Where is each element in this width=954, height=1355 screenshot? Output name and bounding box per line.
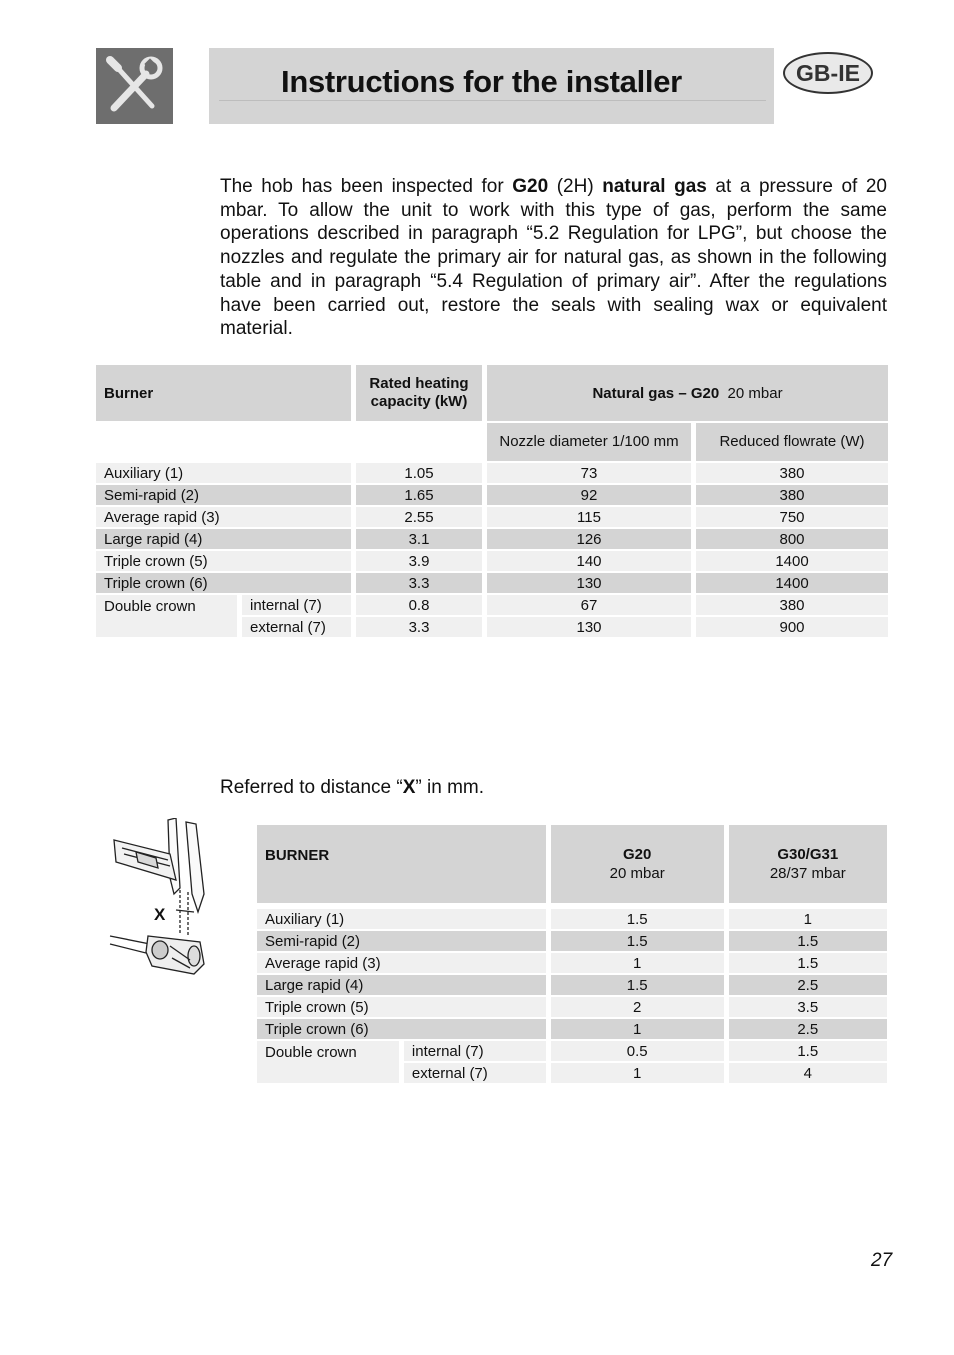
g20-value: 2 (551, 997, 724, 1017)
nozzle-value: 126 (487, 529, 691, 549)
capacity-value: 3.1 (356, 529, 482, 549)
table-row (96, 507, 888, 527)
burner-name: Auxiliary (1) (96, 463, 351, 483)
table-row (257, 1019, 887, 1039)
caption-text: Referred to distance “ (220, 777, 403, 798)
table-row (96, 485, 888, 505)
burner-name: Triple crown (6) (96, 573, 351, 593)
g30-value: 1.5 (729, 1041, 887, 1061)
g20-value: 1.5 (551, 975, 724, 995)
intro-paragraph (220, 175, 887, 341)
table-header-row (96, 365, 888, 421)
caption-text: ” in mm. (415, 777, 484, 798)
caption-x: X (402, 777, 416, 798)
intro-text: The hob has been inspected for (220, 176, 513, 197)
burner-name: Large rapid (4) (96, 529, 351, 549)
distance-caption (220, 777, 484, 799)
burner-name: Triple crown (5) (257, 997, 546, 1017)
burner-name: Semi-rapid (2) (96, 485, 351, 505)
nozzle-table (91, 363, 893, 639)
header-gas-pressure: 20 mbar (727, 384, 783, 402)
g20-value: 0.5 (551, 1041, 724, 1061)
blank-cell (356, 423, 482, 461)
g30-value: 1 (729, 909, 887, 929)
nozzle-value: 140 (487, 551, 691, 571)
burner-sub-name: internal (7) (242, 595, 351, 615)
table-row (96, 595, 888, 615)
burner-name: Semi-rapid (2) (257, 931, 546, 951)
g30-value: 2.5 (729, 975, 887, 995)
table-row (96, 463, 888, 483)
header-g20 (551, 825, 724, 903)
burner-name: Double crown (96, 595, 237, 637)
header-g20-pressure: 20 mbar (609, 865, 665, 882)
burner-name: Auxiliary (1) (257, 909, 546, 929)
g20-value: 1 (551, 1063, 724, 1083)
subheader-flowrate: Reduced flowrate (W) (696, 423, 888, 461)
header-rule (219, 100, 766, 101)
spacer-row (257, 905, 887, 907)
table-row (257, 1041, 887, 1061)
table-row (257, 953, 887, 973)
header-g30-name: G30/G31 (777, 846, 839, 863)
flowrate-value: 800 (696, 529, 888, 549)
burner-name: Large rapid (4) (257, 975, 546, 995)
flowrate-value: 380 (696, 595, 888, 615)
burner-sub-name: external (7) (404, 1063, 546, 1083)
capacity-value: 3.3 (356, 573, 482, 593)
capacity-value: 3.3 (356, 617, 482, 637)
table-row (96, 551, 888, 571)
table-row (257, 997, 887, 1017)
intro-bold-gas-type: natural gas (602, 176, 707, 197)
nozzle-value: 92 (487, 485, 691, 505)
flowrate-value: 380 (696, 485, 888, 505)
language-badge: GB-IE (783, 52, 873, 94)
capacity-value: 0.8 (356, 595, 482, 615)
page-number: 27 (871, 1250, 893, 1271)
header-g30-g31 (729, 825, 887, 903)
table-row (96, 529, 888, 549)
intro-text: at a pressure of 20 mbar. To allow the unit to work with this type of gas, perform the same operations described in paragraph “5.2 Regulation for LPG”, but choose the nozzles and regulate the primary air for natural gas, as shown in the following table and in paragraph “5.4 Regulation of primary air”. After the regulations have been carried out, restore the seals with sealing wax or equivalent material. (220, 176, 887, 340)
header-burner: Burner (96, 365, 351, 421)
table-row (257, 909, 887, 929)
spacer-cell (257, 905, 887, 907)
flowrate-value: 380 (696, 463, 888, 483)
burner-name: Triple crown (6) (257, 1019, 546, 1039)
page-title: Instructions for the installer (281, 64, 682, 99)
header-band (209, 48, 774, 124)
flowrate-value: 750 (696, 507, 888, 527)
nozzle-value: 67 (487, 595, 691, 615)
caliper-measure-icon (108, 818, 208, 978)
burner-sub-name: internal (7) (404, 1041, 546, 1061)
header-burner: BURNER (257, 825, 546, 903)
g20-value: 1.5 (551, 909, 724, 929)
capacity-value: 1.05 (356, 463, 482, 483)
g20-value: 1 (551, 953, 724, 973)
capacity-value: 2.55 (356, 507, 482, 527)
header-capacity: Rated heating capacity (kW) (356, 365, 482, 421)
table-subheader-row (96, 423, 888, 461)
wrench-screwdriver-icon (96, 48, 173, 124)
g30-value: 1.5 (729, 953, 887, 973)
g30-value: 3.5 (729, 997, 887, 1017)
burner-name: Double crown (257, 1041, 399, 1083)
g30-value: 2.5 (729, 1019, 887, 1039)
burner-name: Average rapid (3) (257, 953, 546, 973)
nozzle-value: 130 (487, 617, 691, 637)
header-g30-pressure: 28/37 mbar (769, 865, 846, 882)
table-row (257, 931, 887, 951)
burner-sub-name: external (7) (242, 617, 351, 637)
capacity-value: 3.9 (356, 551, 482, 571)
flowrate-value: 1400 (696, 551, 888, 571)
table-row (257, 975, 887, 995)
g30-value: 1.5 (729, 931, 887, 951)
nozzle-value: 130 (487, 573, 691, 593)
header-natural-gas (487, 365, 888, 421)
subheader-nozzle: Nozzle diameter 1/100 mm (487, 423, 691, 461)
flowrate-value: 900 (696, 617, 888, 637)
g20-value: 1.5 (551, 931, 724, 951)
distance-table (252, 823, 892, 1085)
g30-value: 4 (729, 1063, 887, 1083)
intro-text: (2H) (548, 176, 603, 197)
header-gas-name: Natural gas – G20 (592, 384, 720, 402)
table-row (96, 573, 888, 593)
nozzle-value: 73 (487, 463, 691, 483)
table-header-row (257, 825, 887, 903)
nozzle-value: 115 (487, 507, 691, 527)
blank-cell (96, 423, 351, 461)
burner-name: Triple crown (5) (96, 551, 351, 571)
intro-bold-gas-code: G20 (512, 176, 549, 197)
burner-name: Average rapid (3) (96, 507, 351, 527)
capacity-value: 1.65 (356, 485, 482, 505)
flowrate-value: 1400 (696, 573, 888, 593)
g20-value: 1 (551, 1019, 724, 1039)
caliper-x-label: X (154, 905, 166, 924)
header-g20-name: G20 (623, 846, 652, 863)
